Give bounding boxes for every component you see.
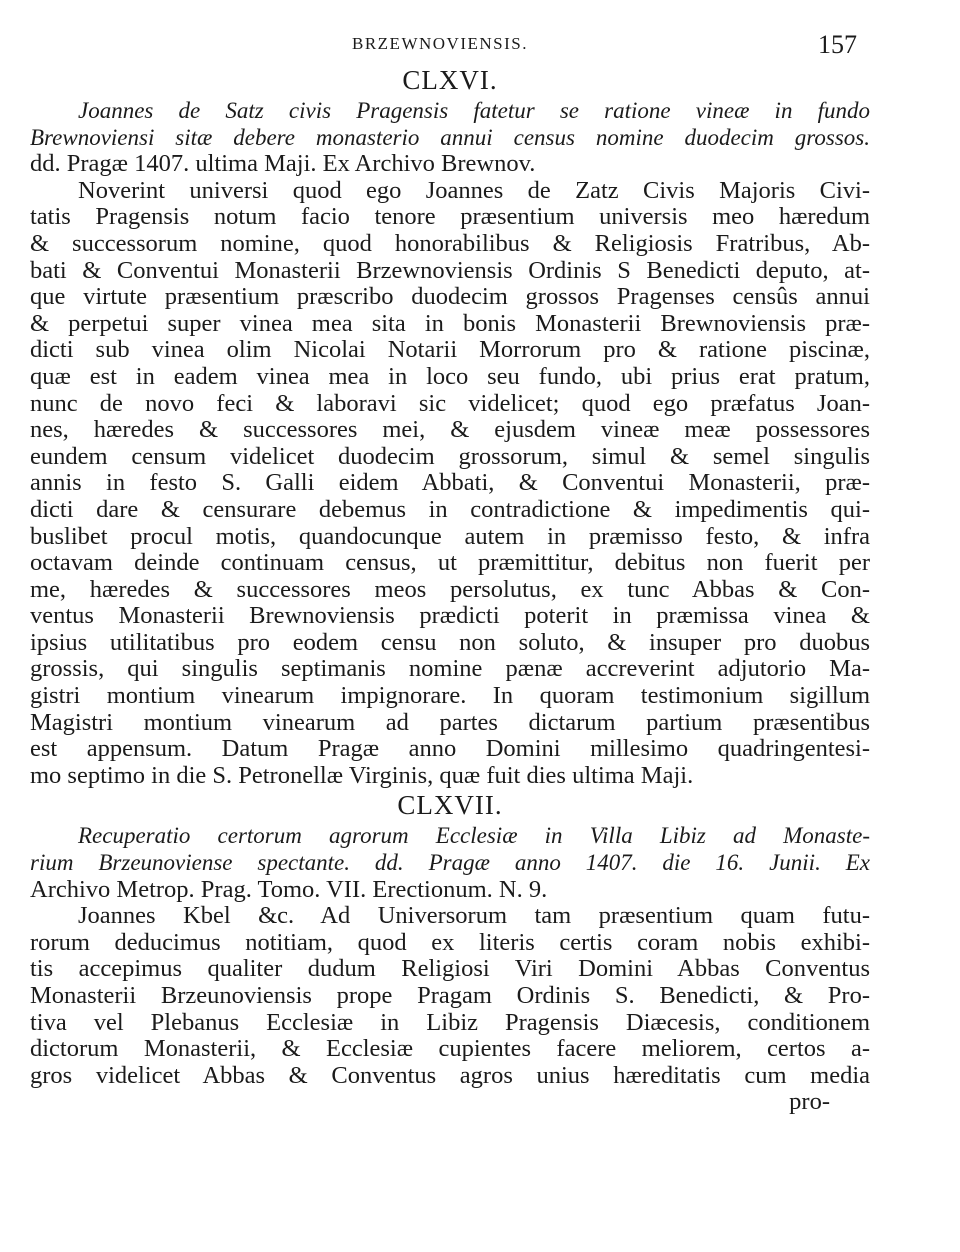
running-head [0,30,960,60]
catchword: pro- [789,1088,830,1116]
regest-line: rium Brzeunoviense spectante. dd. Pragæ anno 1407. die 16. Junii. Ex [30,850,870,876]
regest-line: Joannes de Satz civis Pragensis fatetur se ratione vineæ in fundo [78,98,870,123]
document-section [30,64,870,789]
text-line: quæ est in eadem vinea mea in loco seu fundo, ubi prius erat pratum, [30,362,870,390]
regest-line: Archivo Metrop. Prag. Tomo. VII. Erectionum. N. 9. [30,875,548,903]
running-title: BRZEWNOVIENSIS. [352,34,528,53]
text-line: mo septimo in die S. Petronellæ Virginis, quæ fuit dies ultima Maji. [30,761,694,789]
text-line: octavam deinde continuam census, ut præmittitur, debitus non fuerit per [30,549,870,577]
document-section [30,789,870,1116]
text-line: grossis, qui singulis septimanis nomine pænæ accreverint adjutorio Ma- [30,655,870,683]
text-line: dicti dare & censurare debemus in contradictione & impedimentis qui- [30,495,870,523]
text-line: ipsius utilitatibus pro eodem censu non soluto, & insuper pro duobus [30,628,870,656]
page-number: 157 [818,30,857,59]
section-heading: CLXVII. [397,790,503,821]
text-line: Magistri montium vinearum ad partes dictarum partium præsentibus [30,708,870,736]
text-line: Noverint universi quod ego Joannes de Zatz Civis Majoris Civi- [78,176,870,204]
text-line: nes, hæredes & successores mei, & ejusdem vineæ meæ possessores [30,416,870,444]
regest-line: dd. Pragæ 1407. ultima Maji. Ex Archivo Brewnov. [30,150,536,178]
section-heading: CLXVI. [402,65,498,95]
text-line: & successorum nomine, quod honorabilibus & Religiosis Fratribus, Ab- [30,229,870,257]
text-line: Joannes Kbel &c. Ad Universorum tam præsentium quam futu- [78,902,870,930]
text-line: est appensum. Datum Pragæ anno Domini millesimo quadringentesi- [30,735,870,763]
text-line: bati & Conventui Monasterii Brzewnoviensis Ordinis S Benedicti deputo, at- [30,256,870,284]
text-line: & perpetui super vinea mea sita in bonis Monasterii Brewnoviensis præ- [30,309,870,337]
text-line: que virtute præsentium præscribo duodecim grossos Pragenses censûs annui [30,283,870,311]
text-line: tiva vel Plebanus Ecclesiæ in Libiz Pragensis Diæcesis, conditionem [30,1008,870,1036]
text-line: gistri montium vinearum impignorare. In quoram testimonium sigillum [30,682,870,710]
text-line: tis accepimus qualiter dudum Religiosi Viri Domini Abbas Conventus [30,955,870,983]
regest [30,98,870,178]
text-line: gros videlicet Abbas & Conventus agros unius hæreditatis cum media [30,1061,870,1089]
text-line: dicti sub vinea olim Nicolai Notarii Morrorum pro & ratione piscinæ, [30,336,870,364]
text-line: Monasterii Brzeunoviensis prope Pragam Ordinis S. Benedicti, & Pro- [30,982,870,1009]
text-line: annis in festo S. Galli eidem Abbati, & Conventui Monasterii, præ- [30,469,870,497]
text-line: ventus Monasterii Brewnoviensis prædicti poterit in præmissa vinea & [30,602,870,630]
page-body [30,64,870,1116]
regest [30,823,870,903]
regest-line: Brewnoviensi sitæ debere monasterio annui census nomine duodecim grossos. [30,124,870,150]
text-line: tatis Pragensis notum facio tenore præsentium universis meo hæredum [30,203,870,231]
text-line: eundem censum videlicet duodecim grossorum, simul & semel singulis [30,442,870,470]
document-text [30,178,870,790]
text-line: buslibet procul motis, quandocunque autem in præmisso festo, & infra [30,522,870,550]
regest-line: Recuperatio certorum agrorum Ecclesiæ in Villa Libiz ad Monaste- [78,823,870,849]
text-line: nunc de novo feci & laboravi sic videlicet; quod ego præfatus Joan- [30,389,870,417]
text-line: me, hæredes & successores meos persolutus, ex tunc Abbas & Con- [30,575,870,603]
text-line: dictorum Monasterii, & Ecclesiæ cupientes facere meliorem, certos a- [30,1035,870,1063]
document-text [30,903,870,1116]
text-line: rorum deducimus notitiam, quod ex literis certis coram nobis exhibi- [30,928,870,956]
